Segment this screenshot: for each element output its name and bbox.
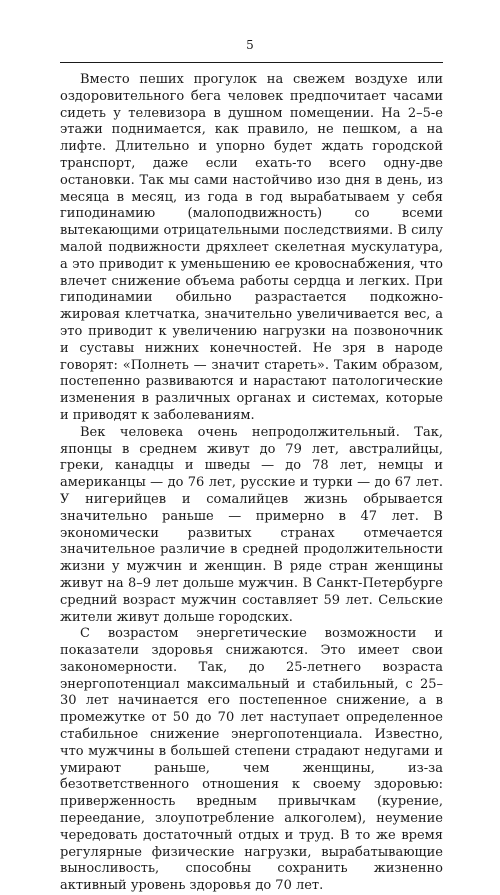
paragraph-sedentary-lifestyle: Вместо пеших прогулок на свежем воздухе или оздоровительного бега человек предпочитает часами сидеть у телевизора в душном помещении. На 2–5-е этажи поднимается, как правило, не пешком, а на лифте. Длительно и упорно будет ждать городской транспорт, даже если ехать-то всего одну-две остановки. Так мы сами настойчиво изо дня в день, из месяца в месяц, из года в год вырабатываем у себя гиподинамию (малоподвижность) со всеми вытекающими отрицательными последствиями. В силу малой подвижности дряхлеет скелетная мускулатура, а это приводит к уменьшению ее кровоснабжения, что влечет снижение объема работы сердца и легких. При гиподинамии обильно разрастается подкожно-жировая клетчатка, значительно увеличивается вес, а это приводит к увеличению нагрузки на позвоночник и суставы нижних конечностей. Не зря в народе говорят: «Полнеть — значит стареть». Таким образом, постепенно развиваются и нарастают патологические изменения в различных органах и системах, которые и приводят к заболеваниям. bbox=[60, 72, 443, 423]
paragraph-energy-potential: С возрастом энергетические возможности и показатели здоровья снижаются. Это имеет свои закономерности. Так, до 25-летнего возраста энергопотенциал максимальный и стабильный, с 25–30 лет начинается его постепенное снижение, а в промежутке от 50 до 70 лет наступает определенное стабильное снижение энергопотенциала. Известно, что мужчины в большей степени страдают недугами и умирают раньше, чем женщины, из-за безответственного отношения к своему здоровью: приверженность вредным привычкам (курение, переедание, злоупотребление алкоголем), неумение чередовать достаточный отдых и труд. В то же время регулярные физические нагрузки, вырабатывающие выносливость, способны сохранить жизненно активный уровень здоровья до 70 лет. bbox=[60, 626, 443, 894]
page-number: 5 bbox=[246, 38, 254, 52]
body-text bbox=[60, 72, 443, 895]
header-rule bbox=[60, 62, 443, 63]
paragraph-life-expectancy: Век человека очень непродолжительный. Так, японцы в среднем живут до 79 лет, австралийцы, греки, канадцы и шведы — до 78 лет, немцы и американцы — до 76 лет, русские и турки — до 67 лет. У нигерийцев и сомалийцев жизнь обрывается значительно раньше — примерно в 47 лет. В экономически развитых странах отмечается значительное различие в средней продолжительности жизни у мужчин и женщин. В ряде стран женщины живут на 8–9 лет дольше мужчин. В Санкт-Петербурге средний возраст мужчин составляет 59 лет. Сельские жители живут дольше городских. bbox=[60, 424, 443, 625]
